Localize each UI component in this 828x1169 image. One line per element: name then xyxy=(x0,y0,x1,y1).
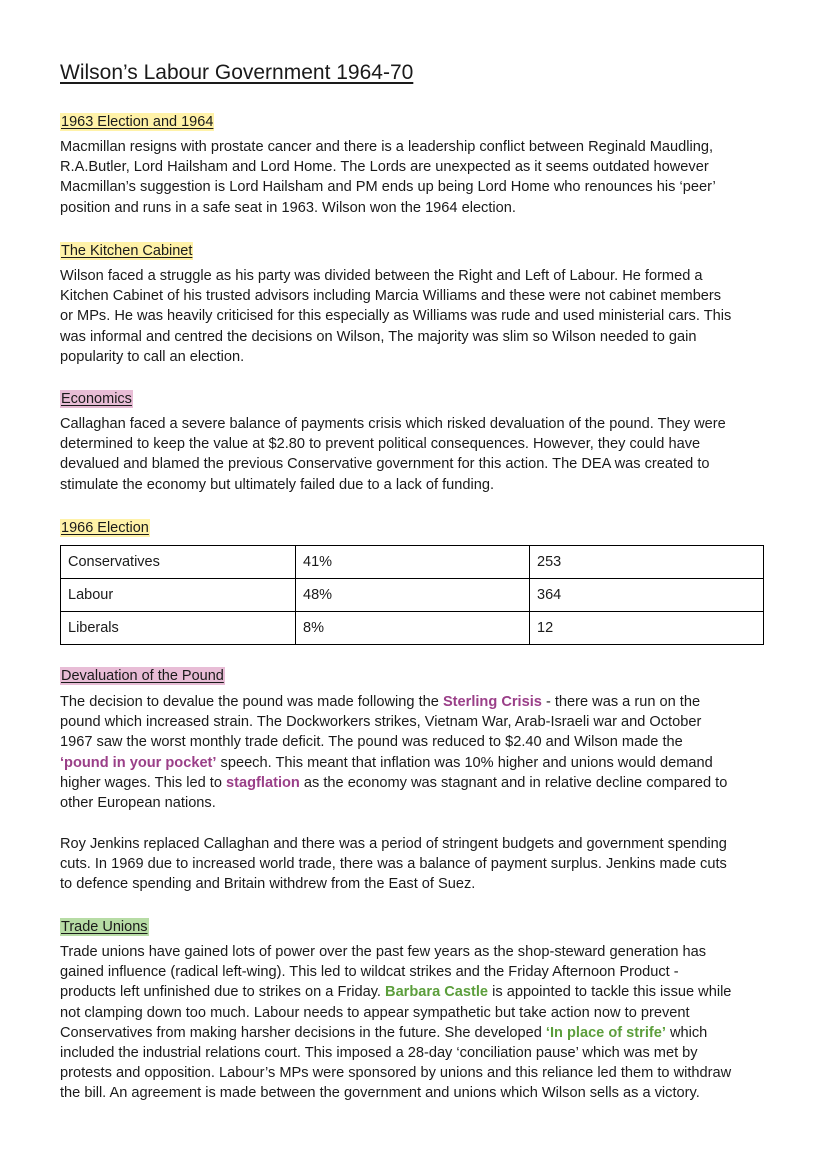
text-line: devalued and blamed the previous Conservative government for this action. The DEA was created to xyxy=(60,456,710,473)
text-line: was informal and centred the decisions on Wilson, The majority was slim so Wilson needed to gain xyxy=(60,328,697,345)
paragraph-kitchen-cabinet xyxy=(60,266,770,367)
paragraph-devaluation xyxy=(60,692,770,813)
text-line: Roy Jenkins replaced Callaghan and there was a period of stringent budgets and government spending xyxy=(60,836,727,852)
text-line: Macmillan resigns with prostate cancer and there is a leadership conflict between Reginald Maudling, xyxy=(60,139,714,155)
text-line: to defence spending and Britain withdrew from the East of Suez. xyxy=(60,876,476,893)
text-line: position and runs in a safe seat in 1963. Wilson won the 1964 election. xyxy=(60,199,516,216)
page-title: Wilson’s Labour Government 1964-70 xyxy=(60,61,414,84)
paragraph-trade-unions xyxy=(60,942,770,1104)
text-line: products left unfinished due to strikes on a Friday. Barbara Castle is appointed to tackle this issue while xyxy=(60,984,732,1001)
table-row xyxy=(61,546,764,579)
text-line: or MPs. He was heavily criticised for this especially as Williams was rude and used ministerial cars. This xyxy=(60,308,732,325)
text-line: protests and opposition. Labour’s MPs were sponsored by unions and this reliance led them to withdraw xyxy=(60,1065,732,1082)
seats-cell: 364 xyxy=(530,579,764,612)
section-heading-devaluation: Devaluation of the Pound xyxy=(61,668,224,684)
text-line: Kitchen Cabinet of his trusted advisors including Marcia Williams and these were not cabinet members xyxy=(60,288,722,305)
section-heading-economics: Economics xyxy=(61,391,132,407)
section-heading-1963-election: 1963 Election and 1964 xyxy=(61,114,214,130)
vote-share-cell: 48% xyxy=(296,579,530,612)
text-line: pound which increased strain. The Dockworkers strikes, Vietnam War, Arab-Israeli war and October xyxy=(60,714,702,731)
section-heading-trade-unions: Trade Unions xyxy=(61,919,148,935)
text-line: higher wages. This led to stagflation as the economy was stagnant and in relative decline compared to xyxy=(60,774,728,791)
text-line: stimulate the economy but ultimately failed due to a lack of funding. xyxy=(60,476,495,493)
vote-share-cell: 41% xyxy=(296,546,530,579)
text-line: ‘pound in your pocket’ speech. This meant that inflation was 10% higher and unions would demand xyxy=(60,754,713,771)
table-row xyxy=(61,579,764,612)
section-heading-kitchen-cabinet: The Kitchen Cabinet xyxy=(61,243,193,259)
key-term-sterling-crisis: Sterling Crisis xyxy=(442,694,542,710)
text-line: not clamping down too much. Labour needs to appear sympathetic but take action now to prevent xyxy=(60,1004,690,1021)
text-line: cuts. In 1969 due to increased world trade, there was a balance of payment surplus. Jenkins made cuts xyxy=(60,856,727,873)
text-line: Macmillan’s suggestion is Lord Hailsham and PM ends up being Lord Home who renounces his ‘peer’ xyxy=(60,179,716,196)
paragraph-economics xyxy=(60,414,770,495)
text-line: The decision to devalue the pound was made following the Sterling Crisis - there was a run on the xyxy=(60,694,701,710)
section-heading-1966-election: 1966 Election xyxy=(61,520,149,536)
text-line: Trade unions have gained lots of power over the past few years as the shop-steward generation has xyxy=(60,944,707,960)
party-cell: Conservatives xyxy=(61,546,296,579)
text-line: R.A.Butler, Lord Hailsham and Lord Home. The Lords are unexpected as it seems outdated however xyxy=(60,159,709,176)
text-line: 1967 saw the worst monthly trade deficit. The pound was reduced to $2.40 and Wilson made the xyxy=(60,734,683,751)
text-line: determined to keep the value at $2.80 to prevent political consequences. However, they could have xyxy=(60,436,701,453)
paragraph-jenkins xyxy=(60,834,770,895)
key-term-stagflation: stagflation xyxy=(226,774,300,791)
text-line: popularity to call an election. xyxy=(60,348,245,365)
key-term-pound-in-your-pocket: ‘pound in your pocket’ xyxy=(60,754,217,771)
text-line: gained influence (radical left-wing). This led to wildcat strikes and the Friday Afternoon Product - xyxy=(60,964,679,981)
key-term-barbara-castle: Barbara Castle xyxy=(385,984,489,1001)
text-line: included the industrial relations court. This imposed a 28-day ‘conciliation pause’ which was met by xyxy=(60,1045,698,1062)
text-line: Callaghan faced a severe balance of payments crisis which risked devaluation of the pound. They were xyxy=(60,416,726,432)
seats-cell: 253 xyxy=(530,546,764,579)
text-line: other European nations. xyxy=(60,795,216,812)
paragraph-1963-election xyxy=(60,137,770,218)
seats-cell: 12 xyxy=(530,612,764,645)
key-term-in-place-of-strife: ‘In place of strife’ xyxy=(545,1024,666,1041)
election-results-table xyxy=(60,545,764,645)
text-line: Wilson faced a struggle as his party was divided between the Right and Left of Labour. He formed a xyxy=(60,268,703,284)
table-row xyxy=(61,612,764,645)
text-line: Conservatives from making harsher decisions in the future. She developed ‘In place of strife’ which xyxy=(60,1024,708,1041)
party-cell: Labour xyxy=(61,579,296,612)
vote-share-cell: 8% xyxy=(296,612,530,645)
party-cell: Liberals xyxy=(61,612,296,645)
text-line: the bill. An agreement is made between the government and unions which Wilson sells as a victory. xyxy=(60,1085,700,1102)
